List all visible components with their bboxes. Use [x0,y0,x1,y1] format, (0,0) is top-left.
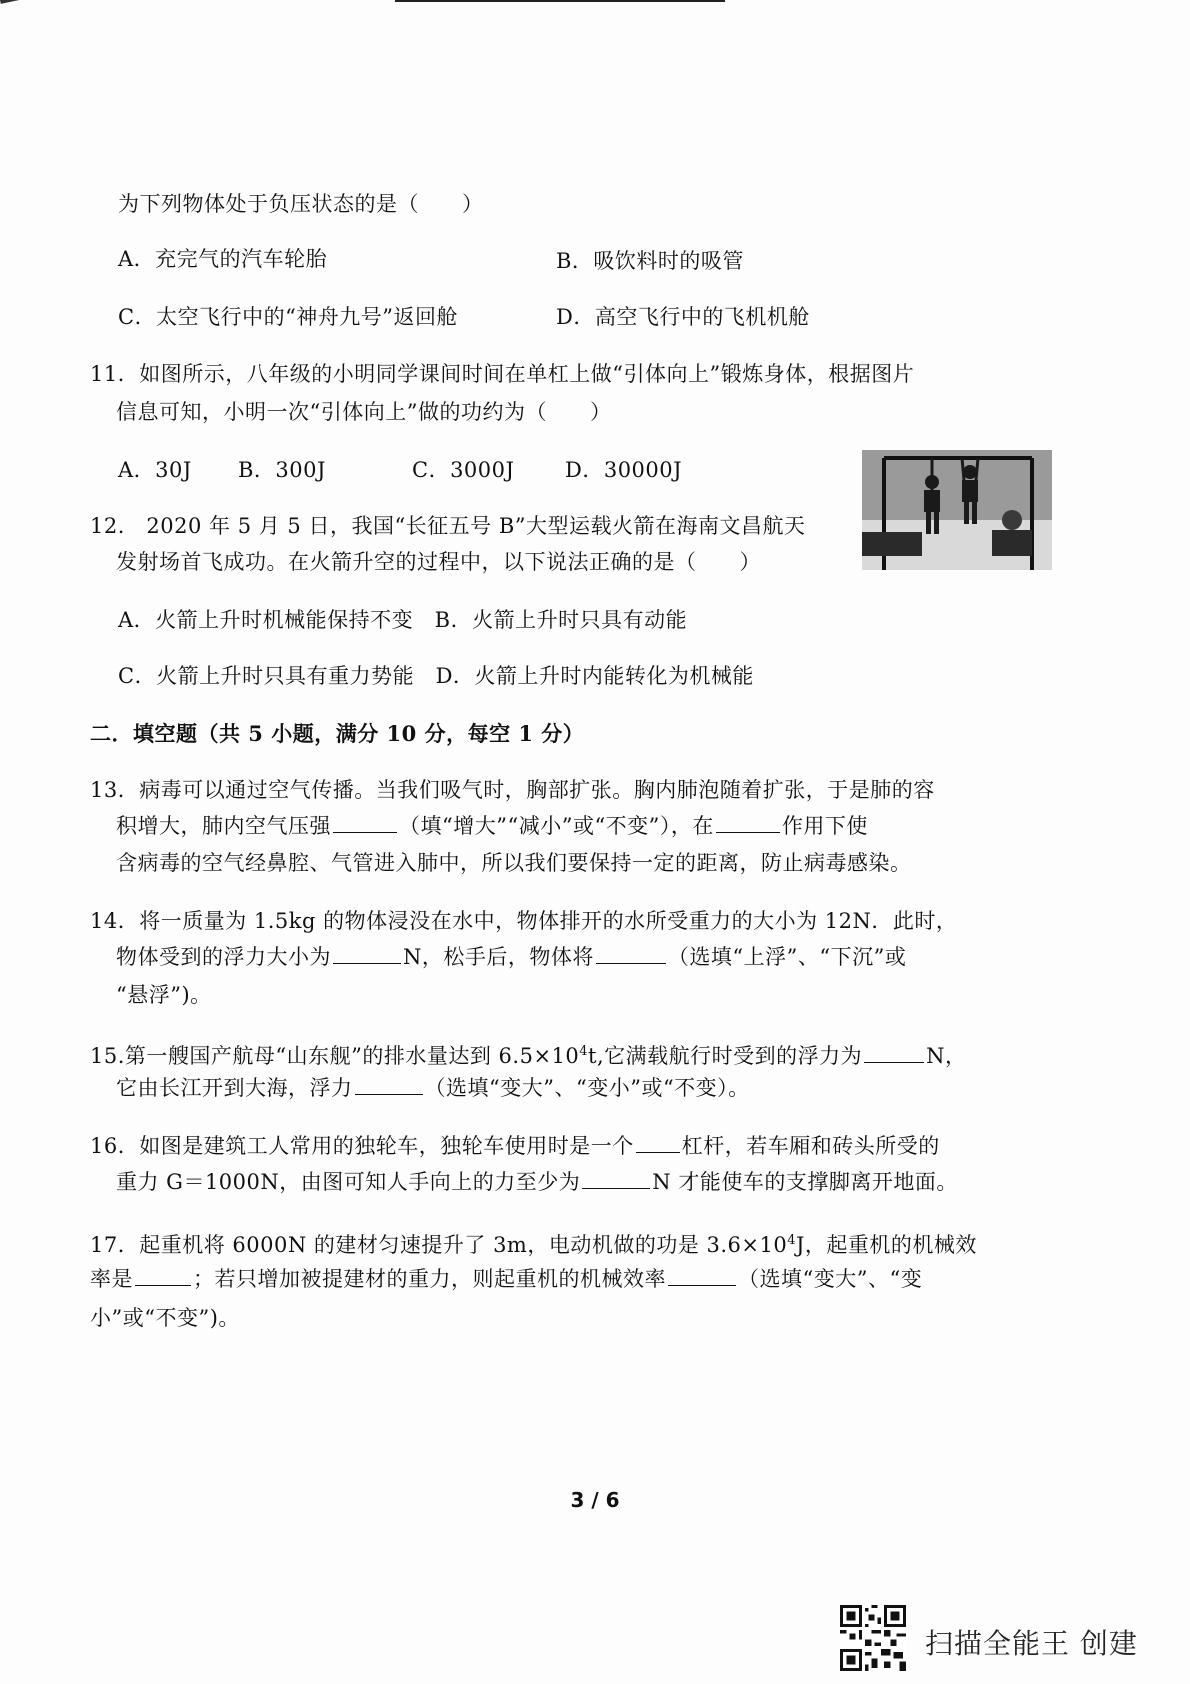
q13-line2-text-a: 积增大，肺内空气压强 [116,814,331,838]
q15-line2-text-b: （选填“变大”、“变小”或“不变）。 [424,1076,750,1100]
scan-corner-mark [0,0,46,4]
q17-line2-text-a: 率是 [90,1267,133,1291]
q15-line1 [90,1037,967,1071]
q14-line2-text-c: （选填“上浮”、“下沉”或 [667,945,907,969]
q11-option-b: B．300J [238,458,326,482]
q12-options-cd: C．火箭上升时只具有重力势能 D．火箭上升时内能转化为机械能 [118,664,754,688]
q17-line2 [90,1264,922,1294]
q14-blank-1[interactable] [333,943,401,964]
q15-exponent: 4 [579,1044,589,1059]
q16-line2-text-a: 重力 G＝1000N，由图可知人手向上的力至少为 [116,1170,581,1194]
q17-blank-1[interactable] [135,1265,191,1286]
pull-up-figure [862,450,1052,570]
q10-option-b: B．吸饮料时的吸管 [556,249,744,273]
q15-line1-text-c: N， [926,1044,967,1068]
q15-line2 [116,1073,750,1103]
q16-line1-text-a: 16．如图是建筑工人常用的独轮车，独轮车使用时是一个 [90,1134,634,1158]
q16-blank-1[interactable] [636,1132,680,1153]
q11-option-a: A．30J [118,458,192,482]
q10-option-d: D．高空飞行中的飞机机舱 [556,305,810,329]
q15-line1-text-a: 15.第一艘国产航母“山东舰”的排水量达到 6.5×10 [90,1044,580,1068]
q17-line1-text-b: J，起重机的机械效 [796,1233,977,1257]
q16-line1-text-b: 杠杆，若车厢和砖头所受的 [681,1134,940,1158]
q14-line2 [116,942,906,972]
q12-line1: 12. 2020 年 5 月 5 日，我国“长征五号 B”大型运载火箭在海南文昌航天 [90,514,806,538]
page-number: 3 / 6 [570,1488,620,1512]
top-rule [395,0,725,2]
q16-line2 [116,1167,958,1197]
q17-exponent: 4 [787,1233,797,1248]
q17-line1-text-a: 17．起重机将 6000N 的建材匀速提升了 3m，电动机做的功是 3.6×10 [90,1233,788,1257]
q15-blank-2[interactable] [355,1074,423,1095]
q13-blank-1[interactable] [333,812,397,833]
q10-option-a: A．充完气的汽车轮胎 [118,247,328,271]
q13-line1: 13．病毒可以通过空气传播。当我们吸气时，胸部扩张。胸内肺泡随着扩张，于是肺的容 [90,778,935,802]
q12-options-ab: A．火箭上升时机械能保持不变 B．火箭上升时只具有动能 [118,608,688,632]
q15-line2-text-a: 它由长江开到大海，浮力 [116,1076,353,1100]
q16-line2-text-b: N 才能使车的支撑脚离开地面。 [652,1170,958,1194]
q15-blank-1[interactable] [864,1042,924,1063]
q11-line1: 11．如图所示，八年级的小明同学课间时间在单杠上做“引体向上”锻炼身体，根据图片 [90,362,915,386]
q14-line2-text-a: 物体受到的浮力大小为 [116,945,331,969]
q14-blank-2[interactable] [596,943,666,964]
q13-line2-text-b: （填“增大”“减小”或“不变”），在 [399,814,714,838]
q13-blank-2[interactable] [716,812,780,833]
q13-line2 [116,811,868,841]
q11-line2: 信息可知，小明一次“引体向上”做的功约为（ ） [116,400,612,424]
q17-line2-text-b: ；若只增加被提建材的重力，则起重机的机械效率 [193,1267,666,1291]
q15-line1-text-b: t,它满载航行时受到的浮力为 [588,1044,863,1068]
q13-line2-text-c: 作用下使 [781,814,868,838]
qr-code-icon [840,1605,906,1671]
q17-blank-2[interactable] [668,1265,736,1286]
q14-line3: “悬浮”)。 [116,983,212,1007]
q16-line1 [90,1131,940,1161]
q13-line3: 含病毒的空气经鼻腔、气管进入肺中，所以我们要保持一定的距离，防止病毒感染。 [116,851,912,875]
q11-option-d: D．30000J [565,458,683,482]
scanner-brand-label: 扫描全能王 创建 [925,1627,1138,1660]
q11-option-c: C．3000J [412,458,515,482]
q16-blank-2[interactable] [582,1168,650,1189]
q17-line2-text-c: （选填“变大”、“变 [738,1267,923,1291]
q12-line2: 发射场首飞成功。在火箭升空的过程中，以下说法正确的是（ ） [116,550,761,574]
q14-line2-text-b: N，松手后，物体将 [403,945,594,969]
q17-line3: 小”或“不变”)。 [90,1306,240,1330]
q10-stem: 为下列物体处于负压状态的是（ ） [118,192,484,216]
q17-line1 [90,1226,977,1260]
q10-option-c: C．太空飞行中的“神舟九号”返回舱 [118,305,459,329]
q14-line1: 14．将一质量为 1.5kg 的物体浸没在水中，物体排开的水所受重力的大小为 12N．此时， [90,909,958,933]
section2-title: 二．填空题（共 5 小题，满分 10 分，每空 1 分） [90,721,585,746]
